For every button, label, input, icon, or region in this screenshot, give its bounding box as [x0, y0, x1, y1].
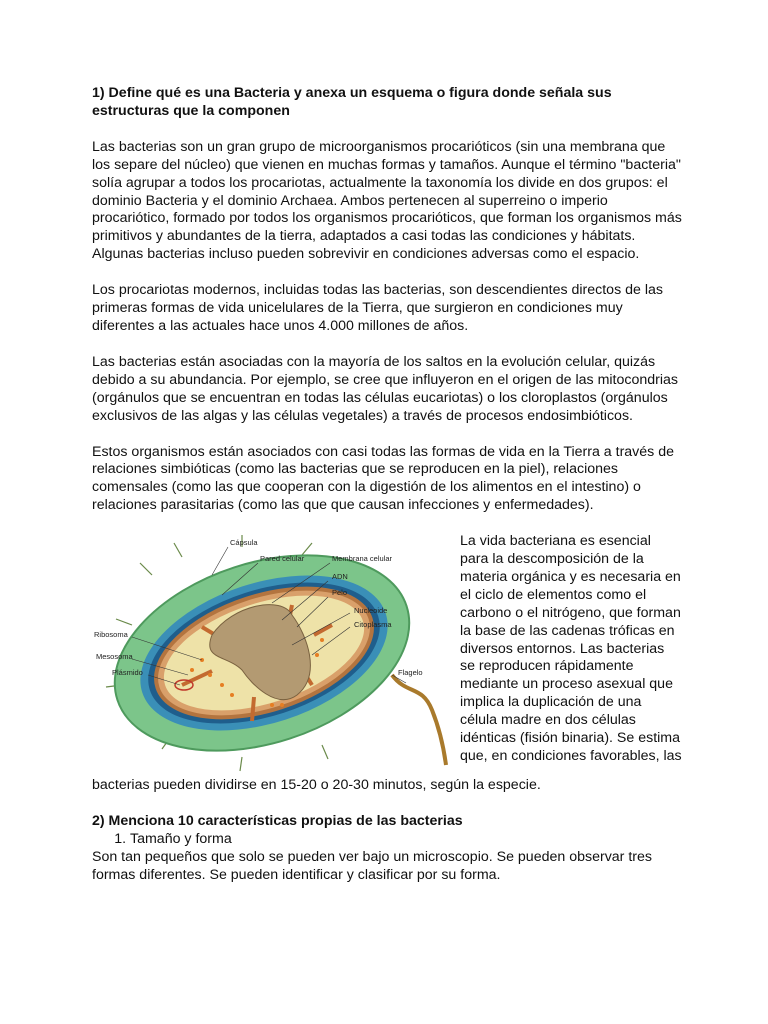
- label-citoplasma: Citoplasma: [354, 620, 392, 630]
- bacteria-diagram: [92, 535, 448, 773]
- document-page: [92, 85, 682, 885]
- label-plasmido: Plásmido: [112, 668, 143, 678]
- label-capsula: Cápsula: [230, 538, 258, 548]
- side-paragraph-end: bacterias pueden dividirse en 15-20 o 20-30 minutos, según la especie.: [92, 777, 541, 794]
- side-paragraph: La vida bacteriana es esencial para la descomposición de la materia orgánica y es necesaria en el ciclo de elementos como el carbono o el nitrógeno, que forman la base de las cadenas tróficas en diversos entornos. Las bacterias se reproducen rápidamente mediante un proceso asexual que implica la duplicación de una célula madre en dos células idénticas (fisión binaria). Se estima que, en condiciones favorables, las: [460, 533, 682, 764]
- figure-row: [92, 533, 682, 777]
- flagellum: [392, 675, 446, 765]
- label-nucleoide: Nucleoide: [354, 606, 388, 616]
- section2-paragraph: Son tan pequeños que solo se pueden ver bajo un microscopio. Se pueden observar tres formas diferentes. Se pueden identificar y clasificar por su forma.: [92, 848, 652, 883]
- characteristics-list: [92, 831, 682, 849]
- label-pared: Pared celular: [260, 554, 305, 564]
- label-flagelo: Flagelo: [398, 668, 423, 678]
- paragraph-4: Estos organismos están asociados con casi todas las formas de vida en la Tierra a través de relaciones simbióticas (como las bacterias que se reproducen en la piel), relaciones comensales (como las que cooperan con la digestión de los alimentos en el intestino) o relaciones parasitarias (como las que que causan infecciones y enfermedades).: [92, 443, 674, 514]
- section1-heading: 1) Define qué es una Bacteria y anexa un esquema o figura donde señala sus estructuras que la componen: [92, 85, 612, 119]
- paragraph-1: Las bacterias son un gran grupo de microorganismos procarióticos (sin una membrana que los separe del núcleo) que vienen en muchas formas y tamaños. Aunque el término "bacteria" solía agrupar a todos los procariotas, actualmente la taxonomía los divide en dos grupos: el dominio Bacteria y el dominio Archaea. Ambos pertenecen al superreino o imperio procariótico, formado por todos los organismos procarióticos, que forman los organismos más primitivos y abundantes de la tierra, adaptados a casi todas las condiciones y hábitats. Algunas bacterias incluso pueden sobrevivir en condiciones adversas como el espacio.: [92, 138, 682, 263]
- section2-heading: 2) Menciona 10 características propias de las bacterias: [92, 813, 463, 830]
- label-mesosoma: Mesosoma: [96, 652, 133, 662]
- paragraph-3: Las bacterias están asociadas con la mayoría de los saltos en la evolución celular, quizás debido a su abundancia. Por ejemplo, se cree que influyeron en el origen de las mitocondrias (orgánulos que se encuentran en todas las células eucariotas) o los cloroplastos (orgánulos exclusivos de las algas y las células vegetales) a través de procesos endosimbióticos.: [92, 353, 678, 424]
- list-item: 1. Tamaño y forma: [130, 831, 682, 849]
- paragraph-2: Los procariotas modernos, incluidas todas las bacterias, son descendientes directos de las primeras formas de vida unicelulares de la Tierra, que surgieron en condiciones muy diferentes a las actuales hace unos 4.000 millones de años.: [92, 282, 663, 334]
- label-ribosoma: Ribosoma: [94, 630, 128, 640]
- label-adn: ADN: [332, 572, 348, 582]
- label-membrana: Membrana celular: [332, 554, 393, 564]
- label-pelo: Pelo: [332, 588, 348, 598]
